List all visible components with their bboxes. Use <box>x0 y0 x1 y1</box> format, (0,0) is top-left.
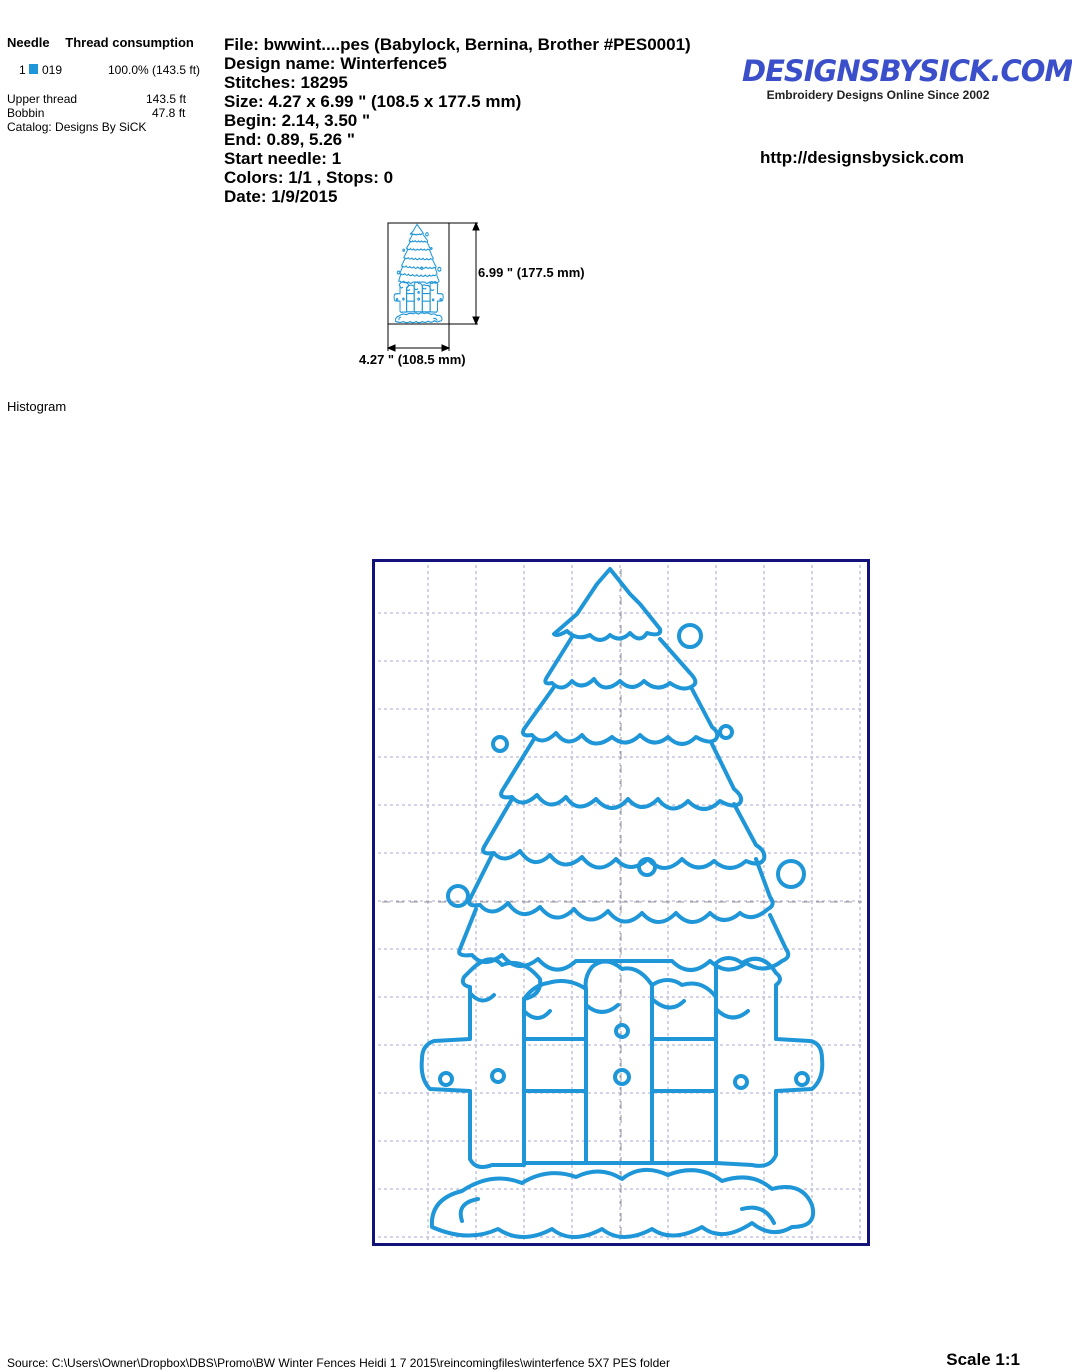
thread-code: 019 <box>42 63 63 77</box>
scale-label: Scale 1:1 <box>946 1350 1020 1369</box>
brand-logo <box>742 54 1072 102</box>
source-path: Source: C:\Users\Owner\Dropbox\DBS\Promo\BW Winter Fences Heidi 1 7 2015\reincomingfiles\winterfence 5X7 PES folder <box>7 1356 670 1370</box>
stitches-line: Stitches: 18295 <box>224 73 348 92</box>
begin-line: Begin: 2.14, 3.50 " <box>224 111 371 130</box>
height-dimension-line <box>449 223 479 324</box>
website-url: http://designsbysick.com <box>760 148 965 167</box>
thread-color-swatch <box>29 64 38 74</box>
size-line: Size: 4.27 x 6.99 " (108.5 x 177.5 mm) <box>224 92 522 111</box>
upper-thread-value: 143.5 ft <box>146 92 187 106</box>
bobbin-row <box>7 106 212 120</box>
upper-thread-label: Upper thread <box>7 92 78 106</box>
start-needle-line: Start needle: 1 <box>224 149 342 168</box>
height-dimension-label: 6.99 " (177.5 mm) <box>478 265 585 280</box>
catalog-text: Catalog: Designs By SiCK <box>7 120 147 134</box>
design-name-line: Design name: Winterfence5 <box>224 54 447 73</box>
file-line: File: bwwint....pes (Babylock, Bernina, Brother #PES0001) <box>224 35 691 54</box>
width-dimension-label: 4.27 " (108.5 mm) <box>359 352 466 367</box>
design-preview <box>372 559 870 1246</box>
width-dimension-line <box>388 324 449 351</box>
needle-column-header: Needle <box>7 35 50 50</box>
colors-line: Colors: 1/1 , Stops: 0 <box>224 168 394 187</box>
design-thumbnail <box>380 218 510 358</box>
bobbin-label: Bobbin <box>7 106 45 120</box>
thread-consumption: 100.0% (143.5 ft) <box>108 63 201 77</box>
logo-wordmark: DESIGNSBYSICK.COM <box>742 54 1072 88</box>
upper-thread-row <box>7 92 212 106</box>
consumption-column-header: Thread consumption <box>65 35 194 50</box>
end-line: End: 0.89, 5.26 " <box>224 130 355 149</box>
date-line: Date: 1/9/2015 <box>224 187 338 206</box>
bobbin-value: 47.8 ft <box>152 106 186 120</box>
design-info <box>224 35 691 206</box>
histogram-label: Histogram <box>7 399 67 414</box>
logo-tagline: Embroidery Designs Online Since 2002 <box>766 88 990 102</box>
thread-table-header <box>7 35 194 50</box>
needle-number: 1 <box>19 63 26 77</box>
